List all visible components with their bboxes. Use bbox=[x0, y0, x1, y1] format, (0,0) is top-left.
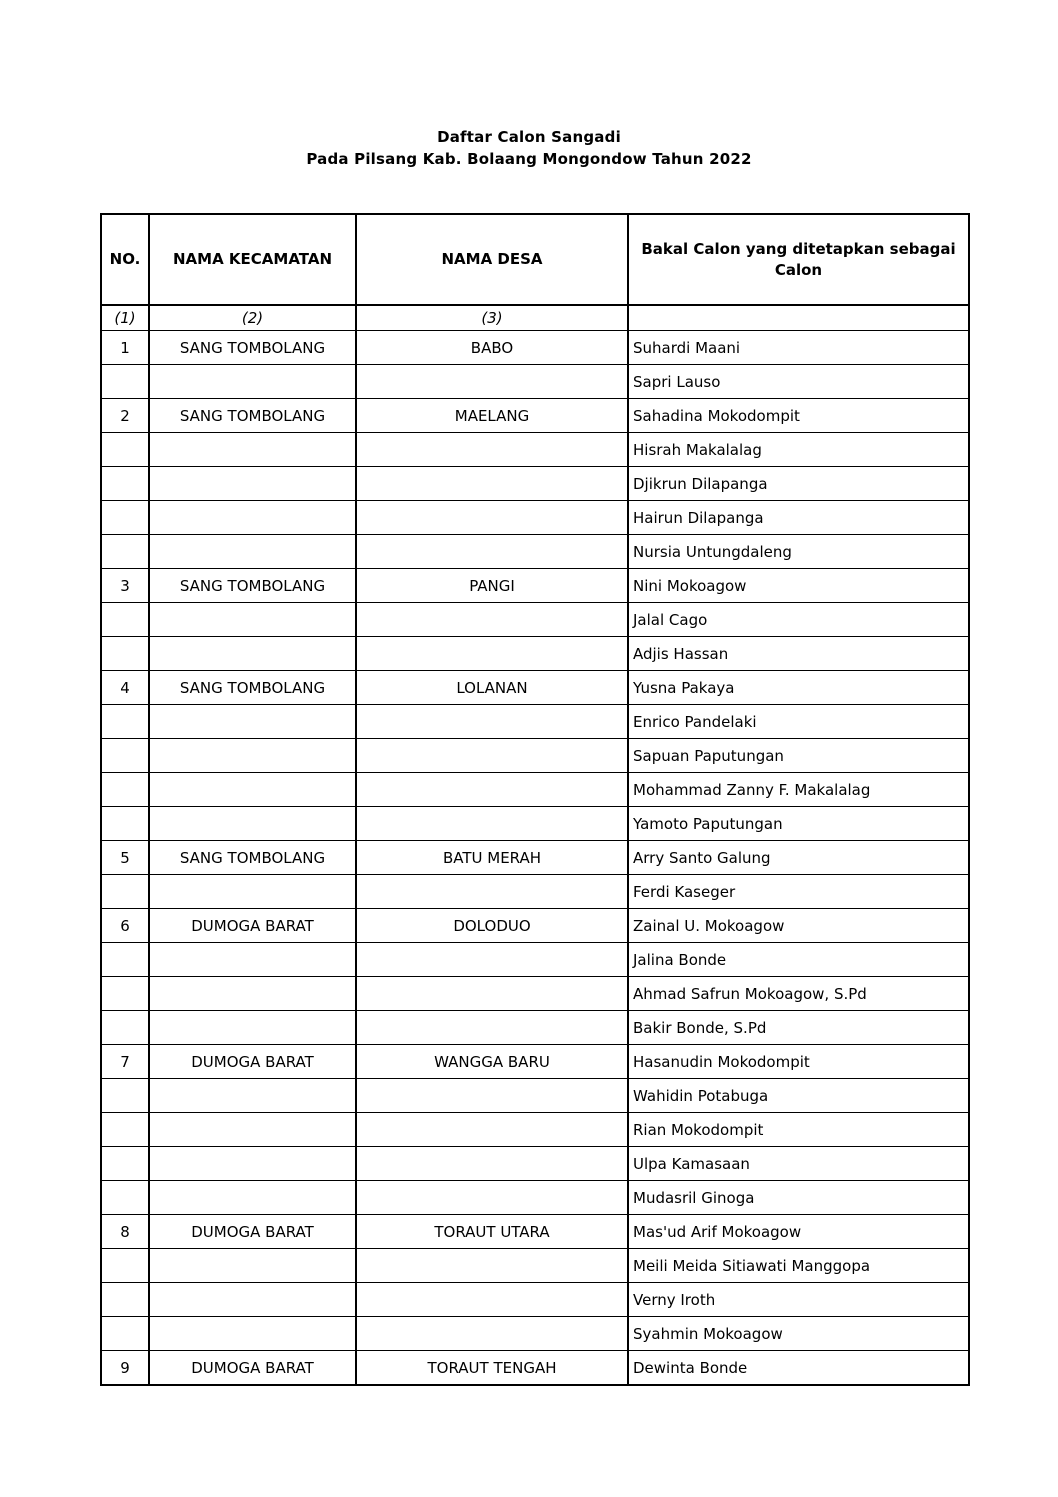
cell-desa bbox=[356, 807, 628, 841]
table-row bbox=[101, 501, 969, 535]
cell-kecamatan: SANG TOMBOLANG bbox=[149, 331, 356, 365]
cell-kecamatan bbox=[149, 1011, 356, 1045]
header-calon: Bakal Calon yang ditetapkan sebagai Calon bbox=[628, 214, 969, 305]
cell-kecamatan bbox=[149, 1181, 356, 1215]
cell-kecamatan: SANG TOMBOLANG bbox=[149, 399, 356, 433]
cell-desa bbox=[356, 365, 628, 399]
cell-calon: Ferdi Kaseger bbox=[628, 875, 969, 909]
cell-calon: Meili Meida Sitiawati Manggopa bbox=[628, 1249, 969, 1283]
cell-calon: Yusna Pakaya bbox=[628, 671, 969, 705]
table-row bbox=[101, 603, 969, 637]
table-row bbox=[101, 1215, 969, 1249]
header-kecamatan: NAMA KECAMATAN bbox=[149, 214, 356, 305]
table-row bbox=[101, 637, 969, 671]
cell-no bbox=[101, 1011, 149, 1045]
cell-no bbox=[101, 773, 149, 807]
cell-kecamatan bbox=[149, 603, 356, 637]
table-row bbox=[101, 875, 969, 909]
cell-kecamatan bbox=[149, 943, 356, 977]
cell-desa bbox=[356, 739, 628, 773]
cell-no bbox=[101, 1283, 149, 1317]
cell-desa: TORAUT TENGAH bbox=[356, 1351, 628, 1386]
header-no: NO. bbox=[101, 214, 149, 305]
cell-calon: Verny Iroth bbox=[628, 1283, 969, 1317]
table-row bbox=[101, 841, 969, 875]
cell-desa bbox=[356, 1147, 628, 1181]
header-desa: NAMA DESA bbox=[356, 214, 628, 305]
cell-calon: Jalina Bonde bbox=[628, 943, 969, 977]
cell-kecamatan bbox=[149, 705, 356, 739]
cell-kecamatan bbox=[149, 365, 356, 399]
cell-calon: Sapri Lauso bbox=[628, 365, 969, 399]
cell-kecamatan bbox=[149, 1079, 356, 1113]
cell-desa: DOLODUO bbox=[356, 909, 628, 943]
cell-no bbox=[101, 977, 149, 1011]
cell-calon: Syahmin Mokoagow bbox=[628, 1317, 969, 1351]
cell-kecamatan bbox=[149, 739, 356, 773]
table-row bbox=[101, 807, 969, 841]
cell-no: 8 bbox=[101, 1215, 149, 1249]
cell-calon: Mas'ud Arif Mokoagow bbox=[628, 1215, 969, 1249]
header-row bbox=[101, 214, 969, 305]
cell-desa bbox=[356, 705, 628, 739]
cell-no bbox=[101, 1317, 149, 1351]
cell-desa bbox=[356, 1011, 628, 1045]
cell-no: 7 bbox=[101, 1045, 149, 1079]
cell-no: 4 bbox=[101, 671, 149, 705]
table-row bbox=[101, 1249, 969, 1283]
cell-no: 6 bbox=[101, 909, 149, 943]
cell-desa bbox=[356, 1317, 628, 1351]
table-row bbox=[101, 1079, 969, 1113]
column-number-row bbox=[101, 305, 969, 331]
cell-no bbox=[101, 467, 149, 501]
cell-calon: Hisrah Makalalag bbox=[628, 433, 969, 467]
table-row bbox=[101, 943, 969, 977]
cell-calon: Zainal U. Mokoagow bbox=[628, 909, 969, 943]
cell-no bbox=[101, 433, 149, 467]
cell-no: 5 bbox=[101, 841, 149, 875]
cell-calon: Nursia Untungdaleng bbox=[628, 535, 969, 569]
cell-no bbox=[101, 1147, 149, 1181]
cell-calon: Ahmad Safrun Mokoagow, S.Pd bbox=[628, 977, 969, 1011]
cell-calon: Arry Santo Galung bbox=[628, 841, 969, 875]
cell-no bbox=[101, 535, 149, 569]
cell-desa bbox=[356, 603, 628, 637]
table-row bbox=[101, 535, 969, 569]
cell-kecamatan bbox=[149, 1147, 356, 1181]
cell-no: 9 bbox=[101, 1351, 149, 1386]
table-row bbox=[101, 467, 969, 501]
table-row bbox=[101, 433, 969, 467]
cell-no: 3 bbox=[101, 569, 149, 603]
table-row bbox=[101, 1011, 969, 1045]
cell-desa: WANGGA BARU bbox=[356, 1045, 628, 1079]
cell-kecamatan bbox=[149, 467, 356, 501]
cell-calon: Rian Mokodompit bbox=[628, 1113, 969, 1147]
cell-kecamatan bbox=[149, 875, 356, 909]
cell-kecamatan bbox=[149, 1317, 356, 1351]
cell-kecamatan: SANG TOMBOLANG bbox=[149, 671, 356, 705]
cell-no bbox=[101, 705, 149, 739]
cell-no bbox=[101, 365, 149, 399]
column-number-kecamatan: (2) bbox=[149, 305, 356, 331]
cell-desa bbox=[356, 1283, 628, 1317]
cell-no bbox=[101, 875, 149, 909]
cell-desa bbox=[356, 637, 628, 671]
table-row bbox=[101, 705, 969, 739]
cell-desa bbox=[356, 1249, 628, 1283]
cell-no bbox=[101, 943, 149, 977]
cell-calon: Hasanudin Mokodompit bbox=[628, 1045, 969, 1079]
cell-calon: Adjis Hassan bbox=[628, 637, 969, 671]
column-number-no: (1) bbox=[101, 305, 149, 331]
table-body bbox=[101, 331, 969, 1386]
cell-kecamatan bbox=[149, 1113, 356, 1147]
cell-desa bbox=[356, 773, 628, 807]
cell-desa: BABO bbox=[356, 331, 628, 365]
cell-calon: Wahidin Potabuga bbox=[628, 1079, 969, 1113]
cell-desa: BATU MERAH bbox=[356, 841, 628, 875]
table-row bbox=[101, 739, 969, 773]
cell-desa bbox=[356, 433, 628, 467]
column-number-desa: (3) bbox=[356, 305, 628, 331]
cell-kecamatan bbox=[149, 807, 356, 841]
table-row bbox=[101, 1147, 969, 1181]
cell-calon: Dewinta Bonde bbox=[628, 1351, 969, 1386]
cell-desa bbox=[356, 943, 628, 977]
cell-kecamatan bbox=[149, 1283, 356, 1317]
cell-desa: PANGI bbox=[356, 569, 628, 603]
cell-calon: Mudasril Ginoga bbox=[628, 1181, 969, 1215]
cell-kecamatan bbox=[149, 501, 356, 535]
cell-kecamatan: SANG TOMBOLANG bbox=[149, 569, 356, 603]
candidate-table bbox=[100, 213, 970, 1386]
cell-desa: TORAUT UTARA bbox=[356, 1215, 628, 1249]
cell-kecamatan bbox=[149, 773, 356, 807]
cell-calon: Mohammad Zanny F. Makalalag bbox=[628, 773, 969, 807]
cell-no bbox=[101, 807, 149, 841]
table-row bbox=[101, 1351, 969, 1386]
cell-desa: LOLANAN bbox=[356, 671, 628, 705]
table-row bbox=[101, 399, 969, 433]
table-row bbox=[101, 1317, 969, 1351]
table-row bbox=[101, 1045, 969, 1079]
cell-calon: Suhardi Maani bbox=[628, 331, 969, 365]
cell-calon: Ulpa Kamasaan bbox=[628, 1147, 969, 1181]
cell-kecamatan: SANG TOMBOLANG bbox=[149, 841, 356, 875]
cell-desa bbox=[356, 501, 628, 535]
cell-no bbox=[101, 1113, 149, 1147]
cell-no: 1 bbox=[101, 331, 149, 365]
cell-kecamatan: DUMOGA BARAT bbox=[149, 1045, 356, 1079]
cell-desa: MAELANG bbox=[356, 399, 628, 433]
cell-calon: Enrico Pandelaki bbox=[628, 705, 969, 739]
cell-kecamatan bbox=[149, 1249, 356, 1283]
cell-no bbox=[101, 1181, 149, 1215]
cell-calon: Hairun Dilapanga bbox=[628, 501, 969, 535]
cell-calon: Sapuan Paputungan bbox=[628, 739, 969, 773]
cell-desa bbox=[356, 875, 628, 909]
cell-kecamatan bbox=[149, 637, 356, 671]
cell-desa bbox=[356, 1079, 628, 1113]
cell-desa bbox=[356, 467, 628, 501]
table-row bbox=[101, 671, 969, 705]
cell-calon: Nini Mokoagow bbox=[628, 569, 969, 603]
cell-no bbox=[101, 739, 149, 773]
table-row bbox=[101, 909, 969, 943]
table-row bbox=[101, 773, 969, 807]
document-subtitle: Pada Pilsang Kab. Bolaang Mongondow Tahun 2022 bbox=[306, 150, 752, 168]
cell-kecamatan bbox=[149, 977, 356, 1011]
cell-kecamatan: DUMOGA BARAT bbox=[149, 1215, 356, 1249]
table-row bbox=[101, 1181, 969, 1215]
cell-kecamatan: DUMOGA BARAT bbox=[149, 1351, 356, 1386]
table-row bbox=[101, 1283, 969, 1317]
cell-no bbox=[101, 1079, 149, 1113]
cell-calon: Yamoto Paputungan bbox=[628, 807, 969, 841]
cell-kecamatan: DUMOGA BARAT bbox=[149, 909, 356, 943]
cell-no bbox=[101, 501, 149, 535]
cell-desa bbox=[356, 1113, 628, 1147]
cell-desa bbox=[356, 535, 628, 569]
table-row bbox=[101, 365, 969, 399]
cell-calon: Jalal Cago bbox=[628, 603, 969, 637]
table-row bbox=[101, 977, 969, 1011]
cell-no bbox=[101, 1249, 149, 1283]
cell-calon: Bakir Bonde, S.Pd bbox=[628, 1011, 969, 1045]
cell-calon: Sahadina Mokodompit bbox=[628, 399, 969, 433]
table-row bbox=[101, 331, 969, 365]
cell-desa bbox=[356, 1181, 628, 1215]
cell-desa bbox=[356, 977, 628, 1011]
cell-calon: Djikrun Dilapanga bbox=[628, 467, 969, 501]
column-number-calon bbox=[628, 305, 969, 331]
table-row bbox=[101, 1113, 969, 1147]
cell-no bbox=[101, 637, 149, 671]
cell-kecamatan bbox=[149, 535, 356, 569]
document-title: Daftar Calon Sangadi bbox=[437, 128, 621, 146]
cell-kecamatan bbox=[149, 433, 356, 467]
table-row bbox=[101, 569, 969, 603]
cell-no: 2 bbox=[101, 399, 149, 433]
cell-no bbox=[101, 603, 149, 637]
